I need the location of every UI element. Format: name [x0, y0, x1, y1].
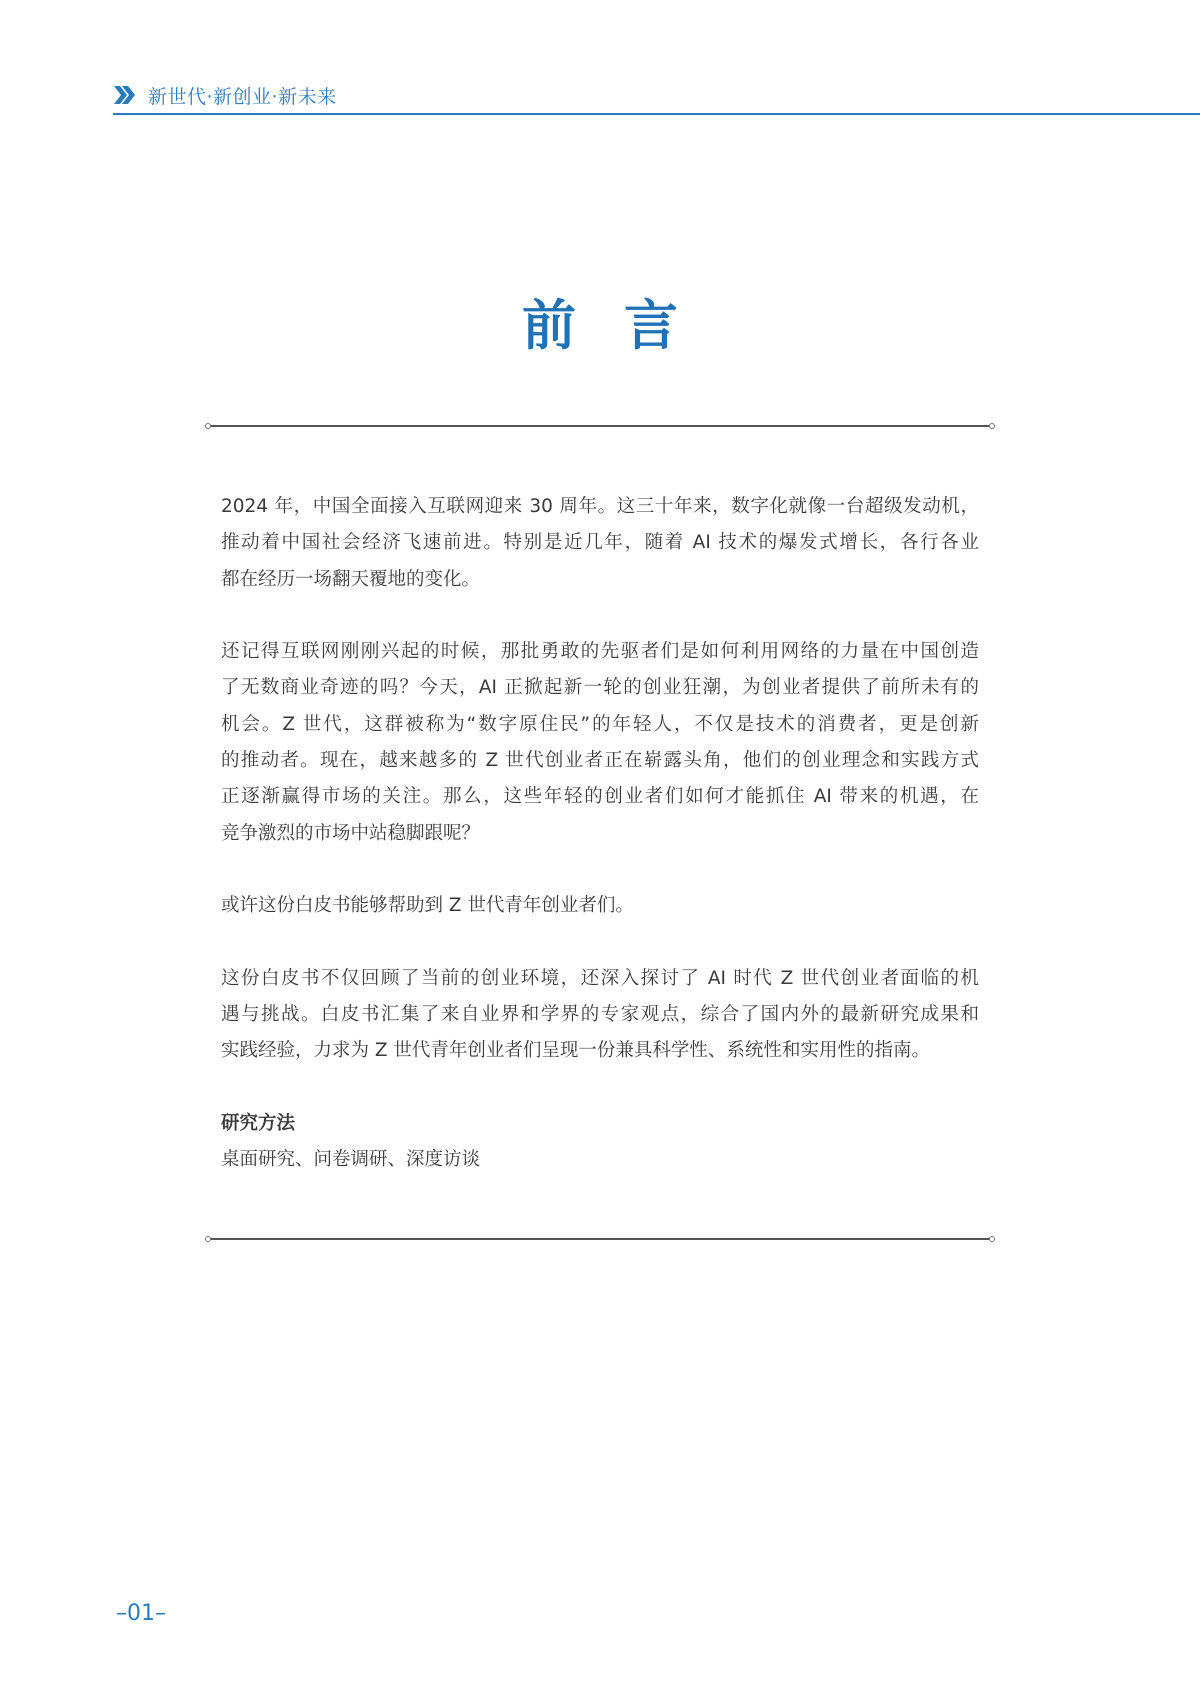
paragraph-line: 的推动者。现在，越来越多的 Z 世代创业者正在崭露头角，他们的创业理念和实践方式 [221, 750, 979, 772]
paragraph-line: 或许这份白皮书能够帮助到 Z 世代青年创业者们。 [221, 895, 634, 917]
paragraph-line: 实践经验，力求为 Z 世代青年创业者们呈现一份兼具科学性、系统性和实用性的指南。 [221, 1040, 930, 1062]
paragraph-line: 还记得互联网刚刚兴起的时候，那批勇敢的先驱者们是如何利用网络的力量在中国创造 [221, 641, 979, 663]
paragraph [221, 961, 979, 1070]
paragraph-line: 推动着中国社会经济飞速前进。特别是近几年，随着 AI 技术的爆发式增长，各行各业 [221, 532, 979, 554]
top-divider [210, 425, 990, 427]
paragraph-line: 了无数商业奇迹的吗？今天，AI 正掀起新一轮的创业狂潮，为创业者提供了前所未有的 [221, 677, 979, 699]
paragraph [221, 489, 979, 598]
header-title: 新世代·新创业·新未来 [148, 86, 337, 108]
preface-body [221, 489, 979, 1215]
method-text: 桌面研究、问卷调研、深度访谈 [221, 1149, 481, 1171]
page-number: –01– [116, 1601, 166, 1626]
paragraph-line: 正逐渐赢得市场的关注。那么，这些年轻的创业者们如何才能抓住 AI 带来的机遇，在 [221, 786, 979, 808]
paragraph-line: 机会。Z 世代，这群被称为“数字原住民”的年轻人，不仅是技术的消费者，更是创新 [221, 713, 979, 735]
bottom-divider [210, 1238, 990, 1240]
method-heading: 研究方法 [221, 1113, 296, 1135]
paragraph-line: 遇与挑战。白皮书汇集了来自业界和学界的专家观点，综合了国内外的最新研究成果和 [221, 1004, 979, 1026]
paragraph [221, 634, 979, 852]
double-chevron-right-icon [113, 84, 135, 106]
paragraph-line: 都在经历一场翻天覆地的变化。 [221, 568, 481, 590]
paragraph-line: 这份白皮书不仅回顾了当前的创业环境，还深入探讨了 AI 时代 Z 世代创业者面临的机 [221, 967, 979, 989]
research-method [221, 1106, 979, 1179]
paragraph-line: 2024 年，中国全面接入互联网迎来 30 周年。这三十年来，数字化就像一台超级发动机， [221, 496, 979, 517]
running-header [113, 80, 1200, 115]
paragraph [221, 888, 979, 924]
paragraph-line: 竞争激烈的市场中站稳脚跟呢？ [221, 822, 481, 844]
page-title: 前言 [522, 294, 726, 357]
